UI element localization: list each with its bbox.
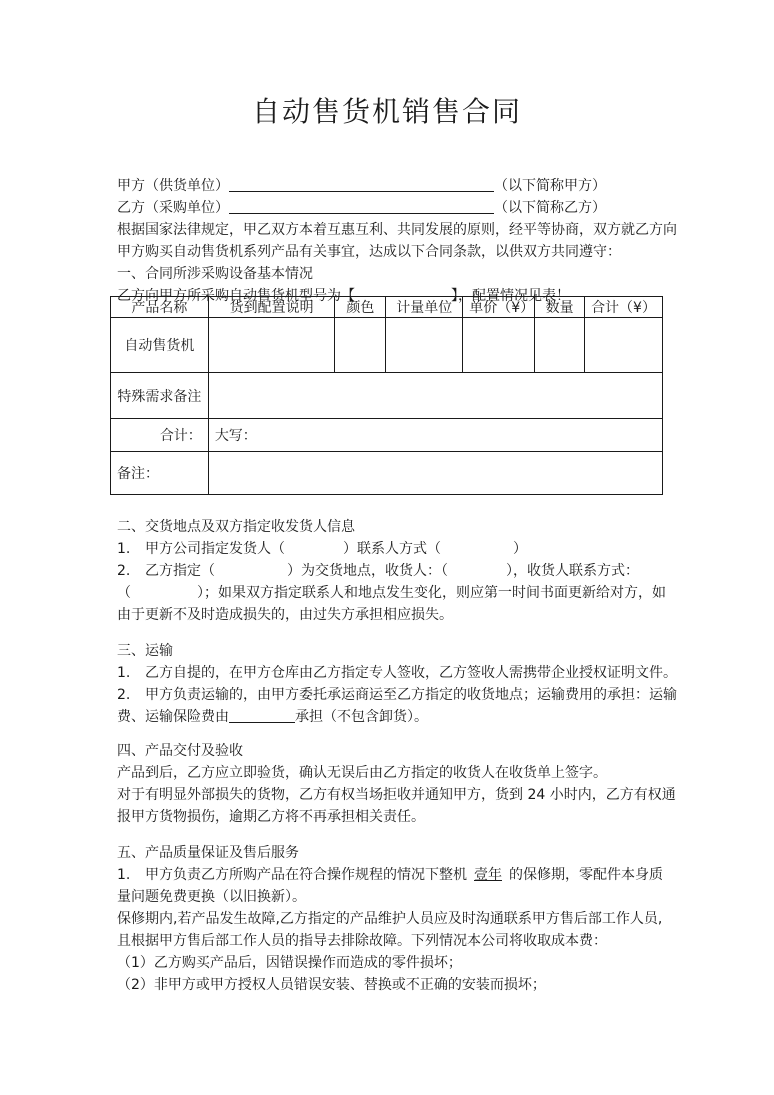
party-a-label: 甲方（供货单位） [117, 178, 229, 194]
party-a-suffix: （以下简称甲方） [494, 178, 606, 194]
party-a-blank[interactable] [229, 175, 494, 192]
header-quantity: 数量 [535, 297, 585, 318]
section-4-line-1: 产品到后，乙方应立即验货，确认无误后由乙方指定的收货人在收货单上签字。 [117, 765, 607, 781]
item-text: 费、运输保险费由 [117, 709, 229, 725]
document-title: 自动售货机销售合同 [251, 95, 522, 128]
section-3-item-2-cont [117, 706, 662, 728]
product-name-cell: 自动售货机 [111, 318, 209, 373]
section-5-item-1-cont: 量问题免费更换（以旧换新）。 [117, 889, 306, 905]
section-5-heading: 五、产品质量保证及售后服务 [117, 845, 299, 861]
item-number: 1. [117, 867, 131, 883]
item-text: ）为交货地点，收货人：（ [287, 563, 448, 579]
item-text: ），收货人联系方式： [506, 563, 639, 579]
subtotal-cell[interactable] [585, 318, 663, 373]
unit-cell[interactable] [386, 318, 463, 373]
section-4-heading: 四、产品交付及验收 [117, 743, 243, 759]
special-cell[interactable] [208, 373, 662, 419]
config-cell[interactable] [208, 318, 335, 373]
party-a-line [117, 175, 662, 197]
section-1-heading: 一、合同所涉采购设备基本情况 [117, 266, 313, 282]
party-b-suffix: （以下简称乙方） [494, 200, 606, 216]
section-5-para-1: 保修期内,若产品发生故障,乙方指定的产品维护人员应及时沟通联系甲方售后部工作人员, [117, 911, 663, 927]
table-row [111, 318, 663, 373]
intro-line-2: 甲方购买自动售货机系列产品有关事宜，达成以下合同条款，以供双方共同遵守： [117, 244, 621, 260]
unit-price-cell[interactable] [463, 318, 535, 373]
item-text: 乙方自提的，在甲方仓库由乙方指定专人签收，乙方签收人需携带企业授权证明文件。 [145, 665, 677, 681]
model-prefix: 乙方向甲方所采购自动售货机型号为【 [117, 288, 355, 304]
color-cell[interactable] [335, 318, 386, 373]
intro-line-1: 根据国家法律规定，甲乙双方本着互惠互利、共同发展的原则，经平等协商，双方就乙方向 [117, 222, 677, 238]
freight-payer-blank[interactable] [229, 706, 295, 723]
remark-row [111, 452, 663, 495]
item-text: 承担（不包含卸货）。 [295, 709, 428, 725]
item-text: 的保修期，零配件本身质 [509, 867, 663, 883]
item-text: ） [513, 541, 527, 557]
header-unit: 计量单位 [386, 297, 463, 318]
equipment-table [110, 296, 663, 495]
table-header-row [111, 297, 663, 318]
header-config: 货到配置说明 [208, 297, 335, 318]
warranty-period: 壹年 [474, 867, 502, 883]
total-value[interactable]: 大写： [208, 419, 662, 452]
item-number: 1. [117, 541, 131, 557]
item-text: ）；如果双方指定联系人和地点发生变化，则应第一时间书面更新给对方，如 [197, 585, 666, 601]
section-5-item-1 [117, 864, 662, 886]
model-suffix: 】，配置情况见表！ [451, 288, 570, 304]
item-number: 1. [117, 665, 131, 681]
section-2-item-2-cont [117, 582, 666, 604]
section-3-heading: 三、运输 [117, 643, 173, 659]
section-5-case-1: （1）乙方购买产品后，因错误操作而造成的零件损坏； [117, 955, 462, 971]
item-number: 2. [117, 687, 131, 703]
section-5-case-2: （2）非甲方或甲方授权人员错误安装、替换或不正确的安装而损坏； [117, 977, 546, 993]
item-number: 2. [117, 563, 131, 579]
section-5-para-2: 且根据甲方售后部工作人员的指导去排除故障。下列情况本公司将收取成本费： [117, 933, 607, 949]
section-2-heading: 二、交货地点及双方指定收发货人信息 [117, 519, 355, 535]
total-label: 合计： [111, 419, 209, 452]
quantity-cell[interactable] [535, 318, 585, 373]
total-row [111, 419, 663, 452]
item-text: 甲方公司指定发货人（ [145, 541, 285, 557]
header-unit-price: 单价（¥） [463, 297, 535, 318]
special-label: 特殊需求备注 [111, 373, 209, 419]
header-subtotal: 合计（¥） [585, 297, 663, 318]
section-4-line-3: 报甲方货物损伤，逾期乙方将不再承担相关责任。 [117, 809, 425, 825]
section-3-item-2 [117, 684, 677, 706]
section-2-item-1 [117, 538, 662, 560]
remark-cell[interactable] [208, 452, 662, 495]
party-b-label: 乙方（采购单位） [117, 200, 229, 216]
remark-label: 备注： [111, 452, 209, 495]
section-2-item-2 [117, 560, 662, 582]
section-3-item-1 [117, 662, 677, 684]
header-product-name: 产品名称 [111, 297, 209, 318]
party-b-blank[interactable] [229, 197, 494, 214]
item-text: 甲方负责运输的，由甲方委托承运商运至乙方指定的收货地点；运输费用的承担：运输 [145, 687, 677, 703]
special-row [111, 373, 663, 419]
item-text: 乙方指定（ [145, 563, 215, 579]
item-text: ）联系人方式（ [343, 541, 441, 557]
section-4-line-2: 对于有明显外部损失的货物，乙方有权当场拒收并通知甲方，货到 24 小时内，乙方有权通 [117, 787, 676, 803]
item-text: （ [117, 585, 131, 601]
header-color: 颜色 [335, 297, 386, 318]
party-b-line [117, 197, 662, 219]
section-2-item-2-end: 由于更新不及时造成损失的，由过失方承担相应损失。 [117, 607, 453, 623]
item-text: 甲方负责乙方所购产品在符合操作规程的情况下整机 [145, 867, 467, 883]
